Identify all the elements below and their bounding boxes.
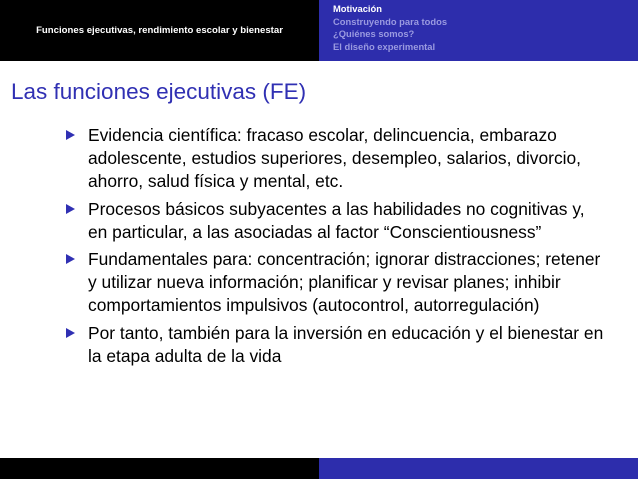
bullet-text: Por tanto, también para la inversión en educación y el bienestar en la etapa adulta de la vida (88, 322, 604, 366)
bullet-list (66, 124, 606, 372)
headline-left-panel (0, 0, 319, 61)
footline-left-panel (0, 458, 319, 479)
bullet-item (66, 124, 606, 194)
bullet-item (66, 322, 606, 368)
triangle-bullet-icon (66, 130, 75, 140)
nav-item-construyendo[interactable]: Construyendo para todos (333, 15, 448, 27)
footline (0, 458, 638, 479)
nav-item-motivacion[interactable]: Motivación (333, 3, 382, 14)
headline-right-panel (319, 0, 638, 61)
triangle-bullet-icon (66, 204, 75, 214)
headline (0, 0, 638, 61)
frame-title: Las funciones ejecutivas (FE) (11, 79, 307, 104)
bullet-item (66, 248, 606, 318)
bullet-text: Fundamentales para: concentración; ignorar distracciones; retener y utilizar nueva información; planificar y revisar planes; inhibir comportamientos impulsivos (autocontrol, autorregulación) (88, 249, 601, 316)
nav-item-diseno-experimental[interactable]: El diseño experimental (333, 40, 436, 52)
triangle-bullet-icon (66, 328, 75, 338)
nav-item-quienes-somos[interactable]: ¿Quiénes somos? (333, 28, 415, 39)
bullet-item (66, 198, 606, 244)
bullet-text: Evidencia científica: fracaso escolar, delincuencia, embarazo adolescente, estudios superiores, desempleo, salarios, divorcio, ahorro, salud física y mental, etc. (88, 125, 582, 192)
bullet-text: Procesos básicos subyacentes a las habilidades no cognitivas y, en particular, a las asociadas al factor “Conscientiousness” (88, 198, 585, 242)
section-navigation (319, 0, 638, 53)
presentation-title: Funciones ejecutivas, rendimiento escolar y bienestar (36, 25, 283, 36)
triangle-bullet-icon (66, 254, 75, 264)
footline-right-panel (319, 458, 638, 479)
